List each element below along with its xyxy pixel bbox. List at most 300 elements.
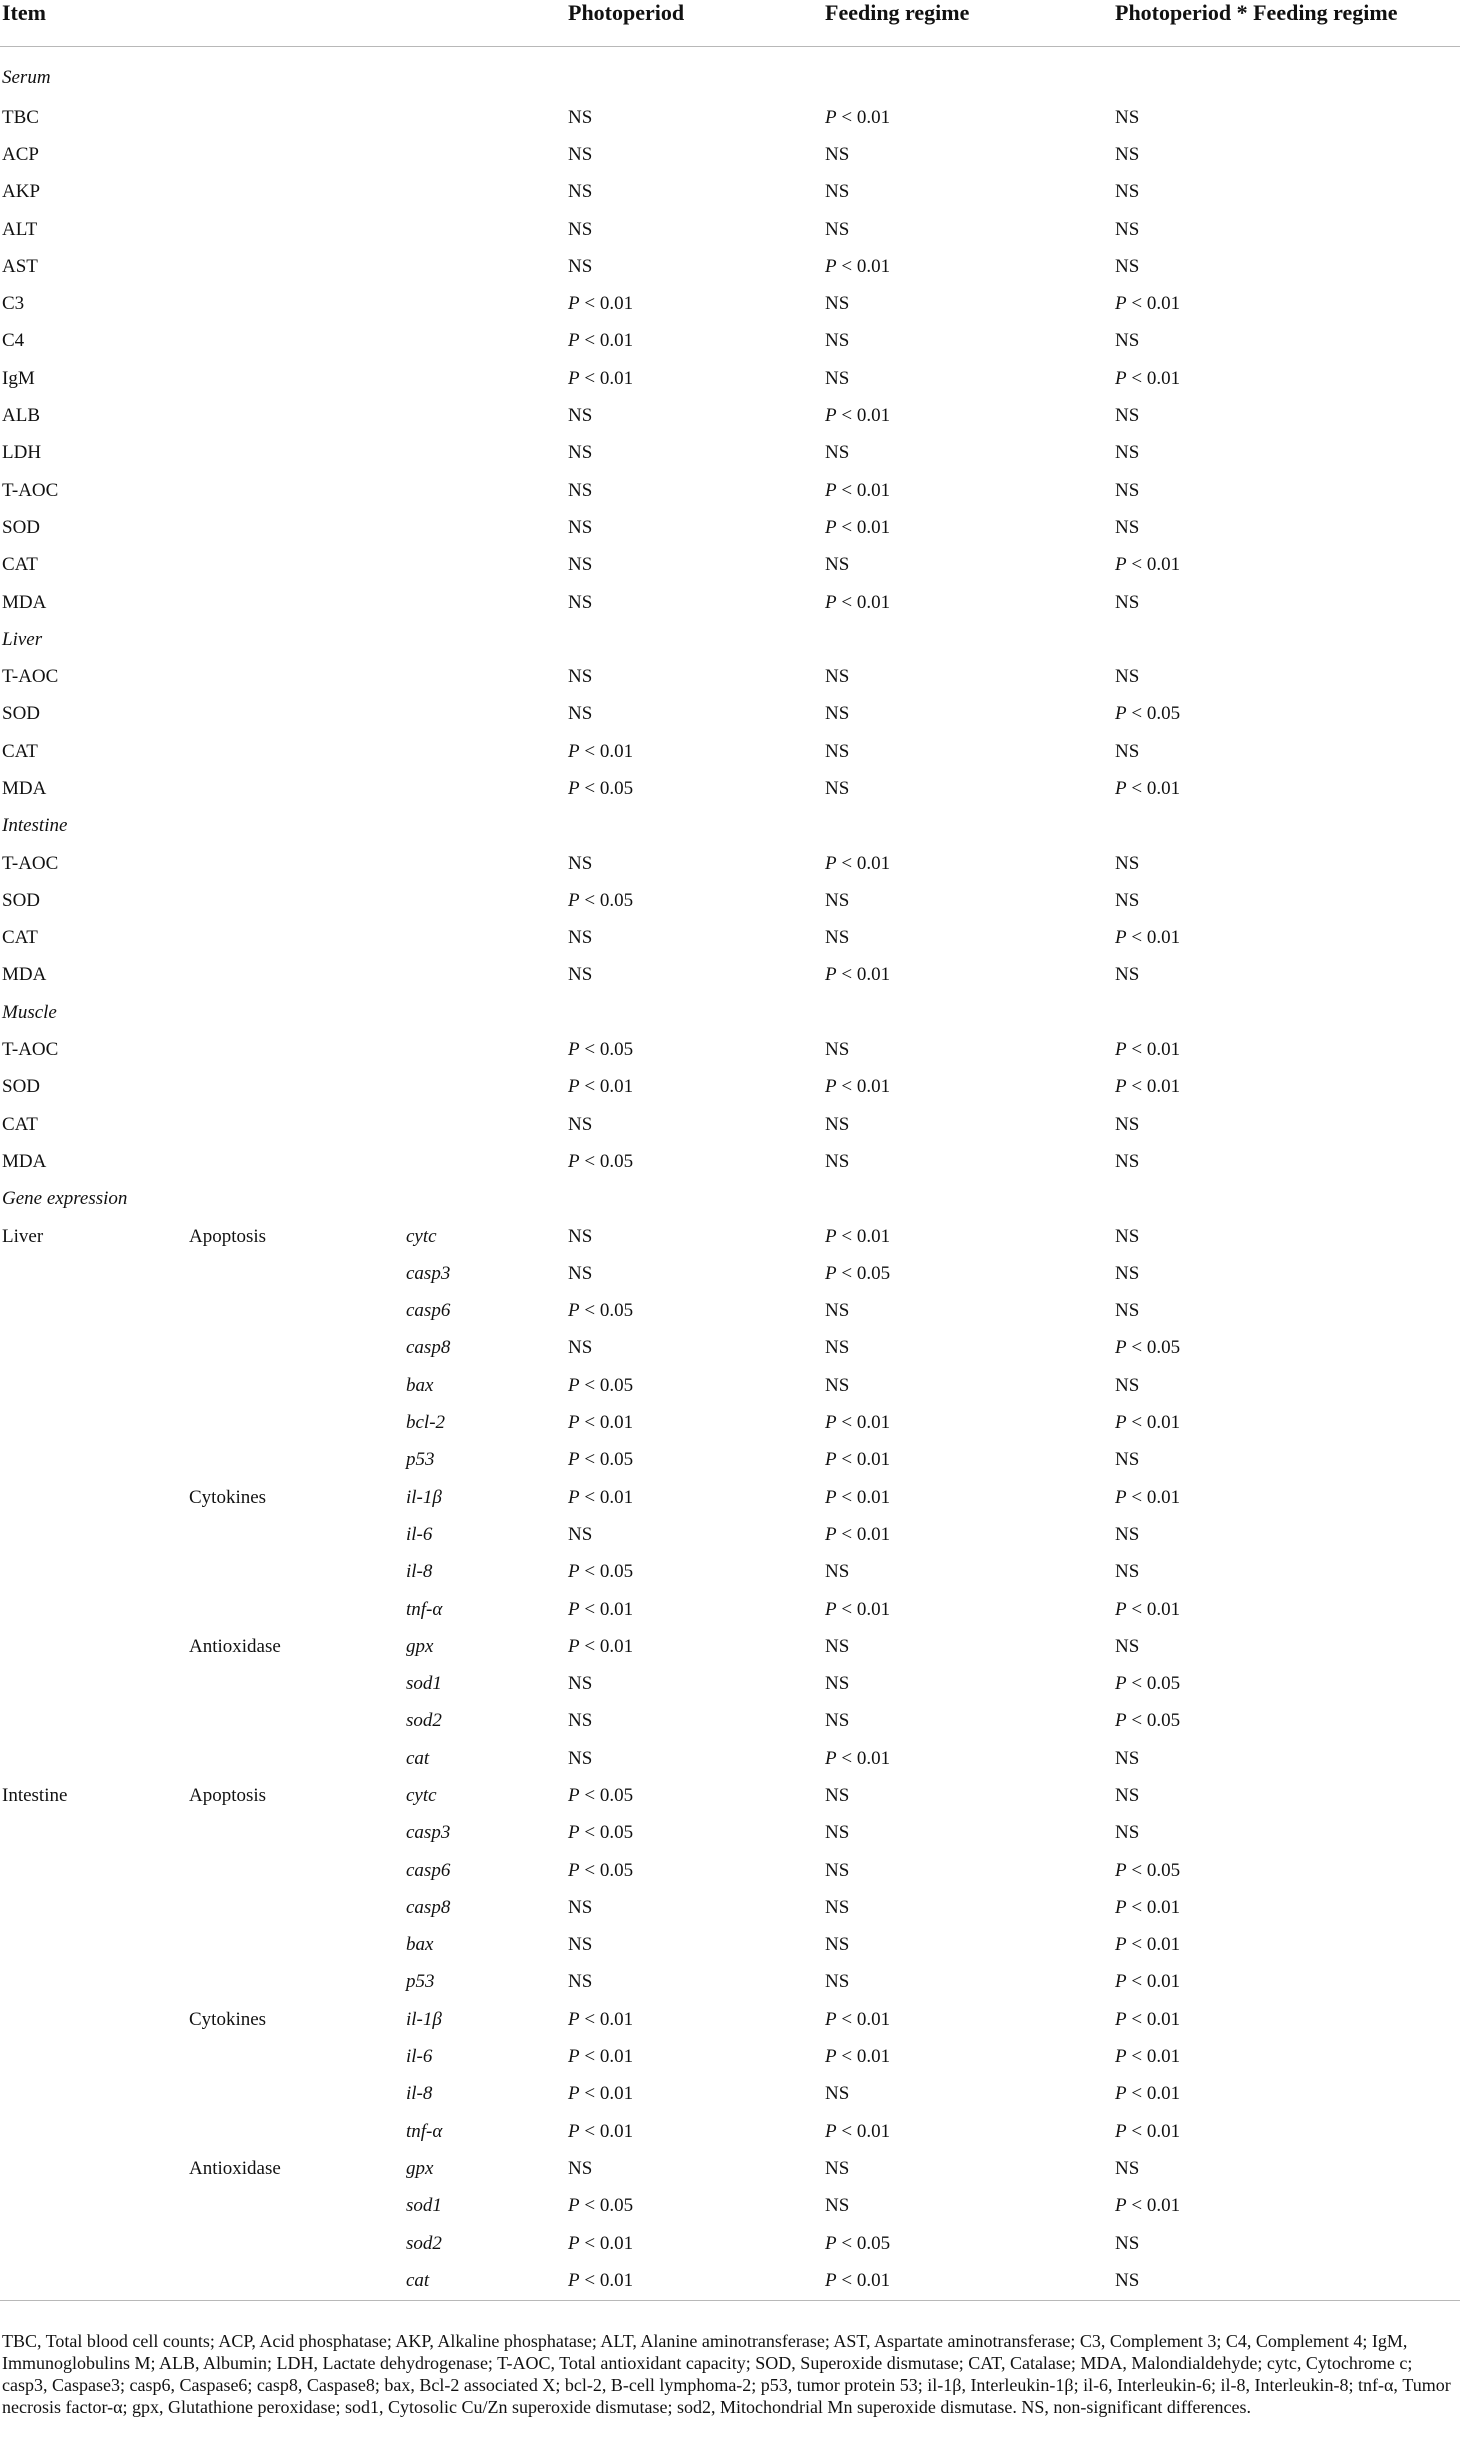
tissue-cell <box>0 2150 187 2187</box>
interaction-cell: P < 0.01 <box>1115 1486 1181 1508</box>
p-symbol: P <box>825 2046 837 2068</box>
category-cell <box>187 435 404 472</box>
category-cell <box>187 99 404 136</box>
gene-cell: sod2 <box>406 2232 442 2254</box>
p-symbol: P <box>825 106 837 128</box>
table-row <box>0 2113 1460 2150</box>
tissue-cell: LDH <box>2 442 42 464</box>
photoperiod-cell: NS <box>568 554 593 576</box>
interaction-cell: NS <box>1115 1561 1140 1583</box>
photoperiod-cell: NS <box>568 1710 593 1732</box>
p-symbol: P <box>1115 927 1127 949</box>
gene-cell: casp6 <box>406 1859 451 1881</box>
table-row <box>0 1964 1460 2001</box>
gene-cell: sod2 <box>406 1710 442 1732</box>
feeding-regime-cell: NS <box>825 1635 850 1657</box>
p-symbol: P <box>825 2120 837 2142</box>
p-symbol: P <box>1115 1896 1127 1918</box>
table-row <box>0 2001 1460 2038</box>
tissue-cell <box>0 1889 187 1926</box>
p-symbol: P <box>1115 293 1127 315</box>
p-symbol: P <box>568 293 580 315</box>
p-symbol: P <box>1115 1598 1127 1620</box>
tissue-cell: T-AOC <box>2 1039 59 1061</box>
interaction-cell: P < 0.01 <box>1115 1076 1181 1098</box>
category-cell <box>187 211 404 248</box>
table-row <box>0 1554 1460 1591</box>
category-cell <box>187 1815 404 1852</box>
interaction-cell: NS <box>1115 1262 1140 1284</box>
table-row <box>0 1218 1460 1255</box>
interaction-cell: NS <box>1115 740 1140 762</box>
photoperiod-cell: P < 0.05 <box>568 1785 634 1806</box>
category-cell <box>187 323 404 360</box>
feeding-regime-cell: P < 0.01 <box>825 1076 891 1098</box>
category-cell <box>187 1106 404 1143</box>
photoperiod-cell: P < 0.01 <box>568 2232 634 2254</box>
category-cell <box>187 696 404 733</box>
p-symbol: P <box>568 1598 580 1620</box>
gene-cell <box>404 136 566 173</box>
category-cell <box>187 1852 404 1889</box>
table-body <box>0 47 1460 2301</box>
tissue-cell: SOD <box>2 703 41 725</box>
tissue-cell: AKP <box>2 181 41 203</box>
tissue-cell <box>0 1367 187 1404</box>
gene-cell <box>404 211 566 248</box>
category-cell: Cytokines <box>189 2008 267 2030</box>
gene-cell: sod1 <box>406 1673 442 1695</box>
interaction-cell: NS <box>1115 1113 1140 1135</box>
photoperiod-cell: NS <box>568 666 593 688</box>
category-cell <box>187 1069 404 1106</box>
photoperiod-cell: NS <box>568 703 593 725</box>
p-symbol: P <box>825 2008 837 2030</box>
photoperiod-cell: NS <box>568 1747 593 1769</box>
table-row <box>0 1703 1460 1740</box>
header-feeding-regime: Feeding regime <box>823 0 1113 47</box>
tissue-cell <box>0 2262 187 2301</box>
photoperiod-cell: NS <box>568 1673 593 1695</box>
tissue-cell <box>0 2001 187 2038</box>
p-symbol: P <box>825 405 837 427</box>
section-label: Muscle <box>2 1001 57 1023</box>
p-symbol: P <box>825 1412 837 1434</box>
photoperiod-cell: P < 0.05 <box>568 1449 634 1471</box>
tissue-cell <box>0 2225 187 2262</box>
p-symbol: P <box>825 2232 837 2254</box>
interaction-cell: NS <box>1115 516 1140 538</box>
gene-cell <box>404 285 566 322</box>
feeding-regime-cell: NS <box>825 367 850 389</box>
feeding-regime-cell: NS <box>825 1561 850 1583</box>
tissue-cell: T-AOC <box>2 852 59 874</box>
interaction-cell: P < 0.01 <box>1115 1039 1181 1061</box>
category-cell <box>187 658 404 695</box>
interaction-cell: NS <box>1115 330 1140 352</box>
header-item: Item <box>0 0 187 47</box>
table-row <box>0 435 1460 472</box>
category-cell <box>187 1404 404 1441</box>
feeding-regime-cell: NS <box>825 181 850 203</box>
photoperiod-cell: P < 0.01 <box>568 1635 634 1657</box>
feeding-regime-cell: P < 0.01 <box>825 1412 891 1434</box>
p-symbol: P <box>1115 2120 1127 2142</box>
photoperiod-cell: P < 0.05 <box>568 1374 634 1396</box>
gene-cell: tnf-α <box>406 2120 443 2142</box>
photoperiod-cell: P < 0.01 <box>568 2046 634 2068</box>
tissue-cell <box>0 1703 187 1740</box>
category-cell <box>187 547 404 584</box>
category-cell <box>187 584 404 621</box>
tissue-cell: MDA <box>2 1150 47 1172</box>
interaction-cell: NS <box>1115 2232 1140 2254</box>
header-blank-1 <box>187 0 404 47</box>
photoperiod-cell: P < 0.01 <box>568 740 634 762</box>
interaction-cell: P < 0.01 <box>1115 367 1181 389</box>
interaction-cell: P < 0.01 <box>1115 1896 1181 1918</box>
tissue-cell: Liver <box>2 1225 44 1247</box>
p-symbol: P <box>568 1449 580 1471</box>
section-label: Gene expression <box>2 1188 128 1210</box>
tissue-cell: SOD <box>2 516 41 538</box>
photoperiod-cell: P < 0.01 <box>566 2262 823 2301</box>
gene-cell: casp6 <box>406 1300 451 1322</box>
gene-cell: casp3 <box>406 1822 451 1844</box>
table-footnote: TBC, Total blood cell counts; ACP, Acid phosphatase; AKP, Alkaline phosphatase; ALT, Alanine aminotransferase; AST, Aspartate aminotransferase; C3, Complement 3; C4, Complement 4; IgM, Immunoglobulins M; ALB, Albumin; LDH, Lactate dehydrogenase; T-AOC, Total antioxidant capacity; SOD, Superoxide dismutase; CAT, Catalase; MDA, Malondialdehyde; cytc, Cytochrome c; casp3, Caspase3; casp6, Caspase6; casp8, Caspase8; bax, Bcl-2 associated X; bcl-2, B-cell lymphoma-2; p53, tumor protein 53; il-1β, Interleukin-1β; il-6, Interleukin-6; il-8, Interleukin-8; tnf-α, Tumor necrosis factor-α; gpx, Glutathione peroxidase; sod1, Cytosolic Cu/Zn superoxide dismutase; sod2, Mitochondrial Mn superoxide dismutase. NS, non-significant differences. <box>2 2331 1451 2417</box>
table-row <box>0 1330 1460 1367</box>
p-symbol: P <box>825 255 837 277</box>
p-symbol: P <box>1115 2008 1127 2030</box>
header-interaction: Photoperiod * Feeding regime <box>1113 0 1460 47</box>
photoperiod-cell: NS <box>568 1113 593 1135</box>
p-symbol: P <box>825 1486 837 1508</box>
p-symbol: P <box>825 1598 837 1620</box>
interaction-cell: NS <box>1115 1785 1140 1806</box>
gene-cell <box>404 360 566 397</box>
category-cell <box>187 2188 404 2225</box>
interaction-cell: NS <box>1115 889 1140 911</box>
table-row <box>0 658 1460 695</box>
feeding-regime-cell: NS <box>825 777 850 799</box>
p-symbol: P <box>825 964 837 986</box>
category-cell <box>187 2225 404 2262</box>
interaction-cell: NS <box>1115 1449 1140 1471</box>
feeding-regime-cell: NS <box>825 740 850 762</box>
table-row <box>0 1516 1460 1553</box>
tissue-cell: MDA <box>2 777 47 799</box>
category-cell: Antioxidase <box>189 1635 281 1657</box>
interaction-cell: NS <box>1115 1374 1140 1396</box>
tissue-cell <box>0 1964 187 2001</box>
tissue-cell <box>0 1591 187 1628</box>
feeding-regime-cell: P < 0.01 <box>825 591 891 613</box>
p-symbol: P <box>1115 1673 1127 1695</box>
tissue-cell <box>0 1293 187 1330</box>
p-symbol: P <box>825 1225 837 1247</box>
interaction-cell: NS <box>1115 591 1140 613</box>
table-row <box>0 1628 1460 1665</box>
section-row <box>0 621 1460 658</box>
gene-cell: casp8 <box>406 1896 451 1918</box>
gene-cell: casp3 <box>406 1262 451 1284</box>
photoperiod-cell: P < 0.01 <box>568 1076 634 1098</box>
feeding-regime-cell: NS <box>825 2157 850 2179</box>
feeding-regime-cell: NS <box>825 666 850 688</box>
photoperiod-cell: P < 0.01 <box>568 2120 634 2142</box>
photoperiod-cell: NS <box>568 1523 593 1545</box>
interaction-cell: NS <box>1115 218 1140 240</box>
table-row <box>0 99 1460 136</box>
gene-cell <box>404 435 566 472</box>
tissue-cell: CAT <box>2 740 38 762</box>
category-cell <box>187 733 404 770</box>
interaction-cell: NS <box>1115 1747 1140 1769</box>
feeding-regime-cell: P < 0.01 <box>825 1449 891 1471</box>
feeding-regime-cell: NS <box>825 2195 850 2217</box>
photoperiod-cell: P < 0.01 <box>568 2008 634 2030</box>
feeding-regime-cell: NS <box>825 703 850 725</box>
p-symbol: P <box>568 2232 580 2254</box>
category-cell <box>187 1665 404 1702</box>
interaction-cell: P < 0.01 <box>1115 2046 1181 2068</box>
interaction-cell: NS <box>1115 143 1140 165</box>
tissue-cell <box>0 1852 187 1889</box>
p-symbol: P <box>825 1747 837 1769</box>
section-label: Intestine <box>2 815 68 837</box>
tissue-cell <box>0 1442 187 1479</box>
interaction-cell: P < 0.01 <box>1115 293 1181 315</box>
gene-cell: il-1β <box>406 1486 442 1508</box>
interaction-cell: NS <box>1115 1225 1140 1247</box>
photoperiod-cell: P < 0.05 <box>568 2195 634 2217</box>
table-row <box>0 1031 1460 1068</box>
p-symbol: P <box>568 1785 580 1806</box>
photoperiod-cell: NS <box>568 442 593 464</box>
gene-cell: il-8 <box>406 1561 433 1583</box>
feeding-regime-cell: P < 0.01 <box>825 106 891 128</box>
interaction-cell: P < 0.05 <box>1115 703 1181 725</box>
tissue-cell <box>0 1927 187 1964</box>
photoperiod-cell: NS <box>568 479 593 501</box>
photoperiod-cell: NS <box>568 106 593 128</box>
table-row <box>0 547 1460 584</box>
table-row <box>0 733 1460 770</box>
p-symbol: P <box>825 1449 837 1471</box>
table-row <box>0 1740 1460 1777</box>
interaction-cell: P < 0.01 <box>1115 2083 1181 2105</box>
gene-cell: il-8 <box>406 2083 433 2105</box>
feeding-regime-cell: P < 0.01 <box>825 964 891 986</box>
photoperiod-cell: P < 0.05 <box>568 1300 634 1322</box>
tissue-cell: CAT <box>2 927 38 949</box>
tissue-cell <box>0 1330 187 1367</box>
feeding-regime-cell: NS <box>825 889 850 911</box>
gene-cell <box>404 472 566 509</box>
table-row <box>0 2038 1460 2075</box>
photoperiod-cell: NS <box>568 255 593 277</box>
table-row <box>0 1479 1460 1516</box>
photoperiod-cell: NS <box>568 218 593 240</box>
tissue-cell: Intestine <box>2 1785 68 1806</box>
category-cell <box>187 1889 404 1926</box>
photoperiod-cell: NS <box>568 1225 593 1247</box>
tissue-cell <box>0 1665 187 1702</box>
photoperiod-cell: NS <box>568 964 593 986</box>
gene-cell: il-6 <box>406 1523 433 1545</box>
table-row <box>0 1367 1460 1404</box>
gene-cell <box>404 547 566 584</box>
interaction-cell: NS <box>1115 1523 1140 1545</box>
photoperiod-cell: P < 0.05 <box>568 1561 634 1583</box>
gene-cell: cytc <box>406 1785 437 1806</box>
gene-cell: gpx <box>406 1635 434 1657</box>
tissue-cell <box>0 1554 187 1591</box>
p-symbol: P <box>1115 1039 1127 1061</box>
p-symbol: P <box>1115 2046 1127 2068</box>
interaction-cell: NS <box>1115 1635 1140 1657</box>
p-symbol: P <box>568 777 580 799</box>
gene-cell: cat <box>406 1747 430 1769</box>
table-row <box>0 211 1460 248</box>
feeding-regime-cell: NS <box>825 1337 850 1359</box>
tissue-cell: C3 <box>2 293 25 315</box>
gene-cell: bax <box>406 1934 434 1956</box>
feeding-regime-cell: NS <box>825 1934 850 1956</box>
gene-cell <box>404 1106 566 1143</box>
p-symbol: P <box>825 1076 837 1098</box>
table-row <box>0 1404 1460 1441</box>
tissue-cell: ACP <box>2 143 39 165</box>
photoperiod-cell: P < 0.05 <box>568 1150 634 1172</box>
tissue-cell: ALT <box>2 218 38 240</box>
tissue-cell: TBC <box>2 106 39 128</box>
category-cell <box>187 1703 404 1740</box>
gene-cell: cytc <box>406 1225 437 1247</box>
table-row <box>0 1255 1460 1292</box>
interaction-cell: NS <box>1115 255 1140 277</box>
feeding-regime-cell: NS <box>825 442 850 464</box>
feeding-regime-cell: P < 0.05 <box>825 1262 891 1284</box>
gene-cell: cat <box>404 2262 566 2301</box>
tissue-cell <box>0 2076 187 2113</box>
photoperiod-cell: NS <box>568 1337 593 1359</box>
feeding-regime-cell: P < 0.05 <box>825 2232 891 2254</box>
interaction-cell: P < 0.01 <box>1115 2195 1181 2217</box>
p-symbol: P <box>568 889 580 911</box>
p-symbol: P <box>1115 1412 1127 1434</box>
photoperiod-cell: P < 0.01 <box>568 1598 634 1620</box>
p-symbol: P <box>1115 367 1127 389</box>
photoperiod-cell: P < 0.01 <box>568 367 634 389</box>
feeding-regime-cell: NS <box>825 1039 850 1061</box>
category-cell <box>187 957 404 994</box>
interaction-cell: P < 0.01 <box>1115 2120 1181 2142</box>
feeding-regime-cell: P < 0.01 <box>825 1598 891 1620</box>
table-row <box>0 1889 1460 1926</box>
p-symbol: P <box>568 1635 580 1657</box>
category-cell <box>187 1554 404 1591</box>
interaction-cell: NS <box>1115 106 1140 128</box>
feeding-regime-cell: NS <box>825 1300 850 1322</box>
interaction-cell: NS <box>1115 479 1140 501</box>
table-row <box>0 1665 1460 1702</box>
category-cell <box>187 285 404 322</box>
table-row <box>0 2150 1460 2187</box>
header-blank-2 <box>404 0 566 47</box>
table-row <box>0 2225 1460 2262</box>
p-symbol: P <box>568 1412 580 1434</box>
feeding-regime-cell: NS <box>825 1673 850 1695</box>
category-cell <box>187 472 404 509</box>
interaction-cell: NS <box>1115 181 1140 203</box>
photoperiod-cell: P < 0.05 <box>568 1859 634 1881</box>
p-symbol: P <box>568 1150 580 1172</box>
photoperiod-cell: NS <box>568 591 593 613</box>
photoperiod-cell: P < 0.01 <box>568 1486 634 1508</box>
interaction-cell: NS <box>1115 852 1140 874</box>
table-row <box>0 957 1460 994</box>
gene-cell <box>404 770 566 807</box>
interaction-cell: NS <box>1115 405 1140 427</box>
category-cell <box>187 174 404 211</box>
p-symbol: P <box>1115 554 1127 576</box>
p-symbol: P <box>1115 1971 1127 1993</box>
p-symbol: P <box>1115 1859 1127 1881</box>
gene-cell <box>404 397 566 434</box>
interaction-cell: P < 0.05 <box>1115 1859 1181 1881</box>
table-row <box>0 770 1460 807</box>
feeding-regime-cell: P < 0.01 <box>825 479 891 501</box>
category-cell <box>187 2113 404 2150</box>
interaction-cell: P < 0.01 <box>1115 1412 1181 1434</box>
table-row <box>0 174 1460 211</box>
tissue-cell: MDA <box>2 591 47 613</box>
table-row <box>0 1143 1460 1180</box>
p-symbol: P <box>568 740 580 762</box>
p-symbol: P <box>1115 1337 1127 1359</box>
feeding-regime-cell: NS <box>825 143 850 165</box>
table-row <box>0 920 1460 957</box>
photoperiod-cell: NS <box>568 1934 593 1956</box>
p-symbol: P <box>825 1523 837 1545</box>
section-row <box>0 808 1460 845</box>
gene-cell: tnf-α <box>406 1598 443 1620</box>
gene-cell <box>404 920 566 957</box>
gene-cell: sod1 <box>406 2195 442 2217</box>
category-cell <box>187 1964 404 2001</box>
interaction-cell: P < 0.01 <box>1115 1598 1181 1620</box>
header-photoperiod: Photoperiod <box>566 0 823 47</box>
interaction-cell: P < 0.05 <box>1115 1710 1181 1732</box>
feeding-regime-cell: NS <box>825 218 850 240</box>
category-cell <box>187 2262 404 2301</box>
p-symbol: P <box>568 2120 580 2142</box>
interaction-cell: NS <box>1113 2262 1460 2301</box>
photoperiod-cell: NS <box>568 927 593 949</box>
photoperiod-cell: P < 0.01 <box>568 1412 634 1434</box>
category-cell <box>187 1143 404 1180</box>
category-cell <box>187 1293 404 1330</box>
interaction-cell: NS <box>1115 1822 1140 1844</box>
p-symbol: P <box>568 1822 580 1844</box>
table-row <box>0 696 1460 733</box>
tissue-cell <box>0 1628 187 1665</box>
gene-cell: casp8 <box>406 1337 451 1359</box>
p-symbol: P <box>825 1262 837 1284</box>
photoperiod-cell: NS <box>568 405 593 427</box>
photoperiod-cell: NS <box>568 181 593 203</box>
